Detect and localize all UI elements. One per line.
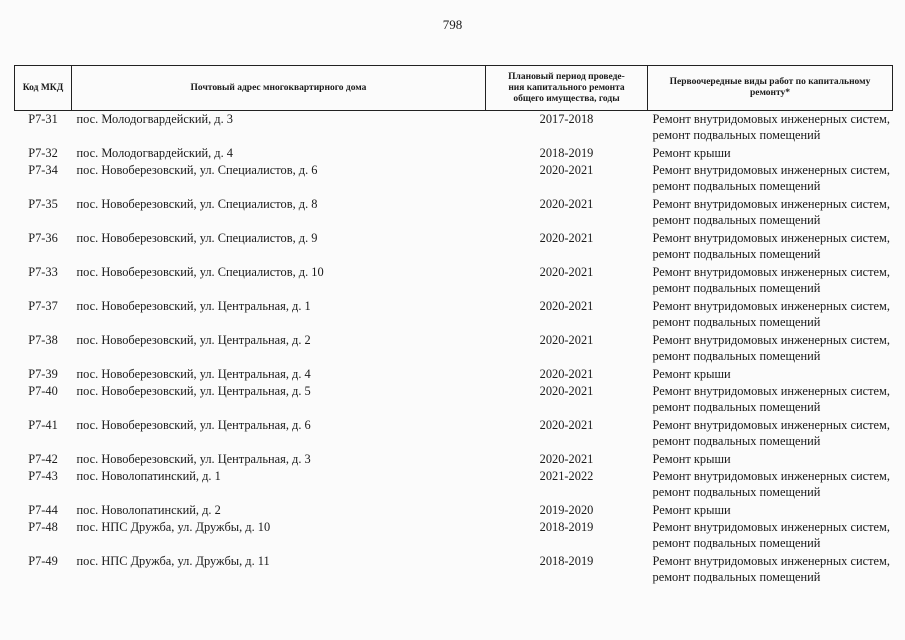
works-line: ремонт подвальных помещений — [652, 315, 821, 329]
works-line: ремонт подвальных помещений — [652, 281, 821, 295]
header-works — [648, 66, 893, 111]
cell-works — [648, 519, 893, 553]
cell-period: 2020-2021 — [539, 231, 594, 245]
cell-code: Р7-40 — [28, 384, 58, 398]
cell-period: 2020-2021 — [539, 197, 594, 211]
works-line: Ремонт внутридомовых инженерных систем, — [652, 554, 890, 568]
cell-period: 2020-2021 — [539, 163, 594, 177]
cell-period: 2018-2019 — [539, 554, 594, 568]
cell-code: Р7-36 — [28, 231, 58, 245]
works-line: Ремонт крыши — [652, 146, 731, 160]
cell-works — [648, 468, 893, 502]
cell-address: пос. Новоберезовский, ул. Центральная, д. 4 — [76, 367, 311, 381]
table-row — [15, 383, 893, 417]
table-row — [15, 230, 893, 264]
cell-address: пос. Молодогвардейский, д. 3 — [76, 112, 233, 126]
header-period-line: общего имущества, годы — [513, 93, 620, 104]
page-number: 798 — [442, 17, 463, 32]
cell-works — [648, 196, 893, 230]
cell-address: пос. Новолопатинский, д. 1 — [76, 469, 221, 483]
table-row — [15, 162, 893, 196]
cell-address: пос. Новоберезовский, ул. Центральная, д. 3 — [76, 452, 311, 466]
cell-address: пос. Новоберезовский, ул. Специалистов, д. 10 — [76, 265, 324, 279]
table-row — [15, 451, 893, 468]
works-line: Ремонт внутридомовых инженерных систем, — [652, 265, 890, 279]
table-body — [15, 111, 893, 588]
cell-code: Р7-43 — [28, 469, 58, 483]
works-line: Ремонт крыши — [652, 452, 731, 466]
cell-period: 2019-2020 — [539, 503, 594, 517]
header-period — [486, 66, 648, 111]
cell-works — [648, 145, 893, 162]
cell-code: Р7-37 — [28, 299, 58, 313]
cell-address: пос. Новоберезовский, ул. Центральная, д. 5 — [76, 384, 311, 398]
cell-code: Р7-44 — [28, 503, 58, 517]
works-line: ремонт подвальных помещений — [652, 570, 821, 584]
cell-code: Р7-31 — [28, 112, 58, 126]
works-line: Ремонт крыши — [652, 503, 731, 517]
cell-period: 2020-2021 — [539, 384, 594, 398]
works-line: Ремонт внутридомовых инженерных систем, — [652, 469, 890, 483]
table-row — [15, 366, 893, 383]
cell-works — [648, 162, 893, 196]
works-line: ремонт подвальных помещений — [652, 349, 821, 363]
table-row — [15, 298, 893, 332]
cell-address: пос. Новоберезовский, ул. Центральная, д. 1 — [76, 299, 311, 313]
cell-period: 2021-2022 — [539, 469, 594, 483]
cell-code: Р7-32 — [28, 146, 58, 160]
cell-address: пос. Новолопатинский, д. 2 — [76, 503, 221, 517]
cell-works — [648, 298, 893, 332]
works-line: Ремонт внутридомовых инженерных систем, — [652, 163, 890, 177]
cell-address: пос. НПС Дружба, ул. Дружбы, д. 10 — [76, 520, 271, 534]
table-header — [15, 66, 893, 111]
repair-schedule-table — [14, 65, 893, 587]
works-line: ремонт подвальных помещений — [652, 179, 821, 193]
cell-address: пос. Новоберезовский, ул. Специалистов, д. 6 — [76, 163, 318, 177]
works-line: ремонт подвальных помещений — [652, 213, 821, 227]
cell-code: Р7-33 — [28, 265, 58, 279]
header-works-line: ремонту* — [749, 88, 791, 98]
header-address: Почтовый адрес многоквартирного дома — [72, 66, 486, 111]
header-period-line: ния капитального ремонта — [508, 82, 625, 93]
cell-period: 2018-2019 — [539, 520, 594, 534]
table-row — [15, 332, 893, 366]
table-row — [15, 553, 893, 587]
cell-works — [648, 451, 893, 468]
cell-works — [648, 230, 893, 264]
table-row — [15, 417, 893, 451]
cell-period: 2017-2018 — [539, 112, 594, 126]
cell-works — [648, 553, 893, 587]
cell-address: пос. Новоберезовский, ул. Центральная, д. 6 — [76, 418, 311, 432]
works-line: ремонт подвальных помещений — [652, 247, 821, 261]
works-line: ремонт подвальных помещений — [652, 434, 821, 448]
works-line: ремонт подвальных помещений — [652, 400, 821, 414]
cell-address: пос. Новоберезовский, ул. Специалистов, д. 9 — [76, 231, 318, 245]
table-row — [15, 264, 893, 298]
cell-period: 2020-2021 — [539, 452, 594, 466]
cell-code: Р7-41 — [28, 418, 58, 432]
works-line: Ремонт внутридомовых инженерных систем, — [652, 299, 890, 313]
table-row — [15, 111, 893, 146]
cell-code: Р7-42 — [28, 452, 58, 466]
cell-code: Р7-35 — [28, 197, 58, 211]
cell-code: Р7-34 — [28, 163, 58, 177]
works-line: Ремонт крыши — [652, 367, 731, 381]
cell-period: 2020-2021 — [539, 333, 594, 347]
cell-works — [648, 417, 893, 451]
works-line: Ремонт внутридомовых инженерных систем, — [652, 333, 890, 347]
table-row — [15, 468, 893, 502]
cell-address: пос. НПС Дружба, ул. Дружбы, д. 11 — [76, 554, 270, 568]
cell-code: Р7-39 — [28, 367, 58, 381]
cell-code: Р7-38 — [28, 333, 58, 347]
cell-address: пос. Новоберезовский, ул. Специалистов, д. 8 — [76, 197, 318, 211]
cell-address: пос. Новоберезовский, ул. Центральная, д. 2 — [76, 333, 311, 347]
works-line: Ремонт внутридомовых инженерных систем, — [652, 112, 890, 126]
works-line: Ремонт внутридомовых инженерных систем, — [652, 520, 890, 534]
cell-works — [648, 332, 893, 366]
works-line: Ремонт внутридомовых инженерных систем, — [652, 231, 890, 245]
cell-period: 2020-2021 — [539, 299, 594, 313]
cell-code: Р7-48 — [28, 520, 58, 534]
cell-works — [648, 264, 893, 298]
works-line: ремонт подвальных помещений — [652, 485, 821, 499]
works-line: Ремонт внутридомовых инженерных систем, — [652, 384, 890, 398]
cell-works — [648, 366, 893, 383]
cell-code: Р7-49 — [28, 554, 58, 568]
header-period-line: Плановый период проведе- — [508, 71, 625, 82]
table-row — [15, 196, 893, 230]
header-works-line: Первоочередные виды работ по капитальному — [669, 77, 871, 87]
cell-period: 2020-2021 — [539, 265, 594, 279]
cell-works — [648, 111, 893, 146]
header-code: Код МКД — [15, 66, 72, 111]
table-row — [15, 519, 893, 553]
cell-period: 2020-2021 — [539, 418, 594, 432]
cell-works — [648, 502, 893, 519]
cell-works — [648, 383, 893, 417]
works-line: Ремонт внутридомовых инженерных систем, — [652, 418, 890, 432]
cell-period: 2020-2021 — [539, 367, 594, 381]
table-row — [15, 502, 893, 519]
works-line: ремонт подвальных помещений — [652, 128, 821, 142]
works-line: ремонт подвальных помещений — [652, 536, 821, 550]
table-row — [15, 145, 893, 162]
cell-period: 2018-2019 — [539, 146, 594, 160]
works-line: Ремонт внутридомовых инженерных систем, — [652, 197, 890, 211]
cell-address: пос. Молодогвардейский, д. 4 — [76, 146, 233, 160]
